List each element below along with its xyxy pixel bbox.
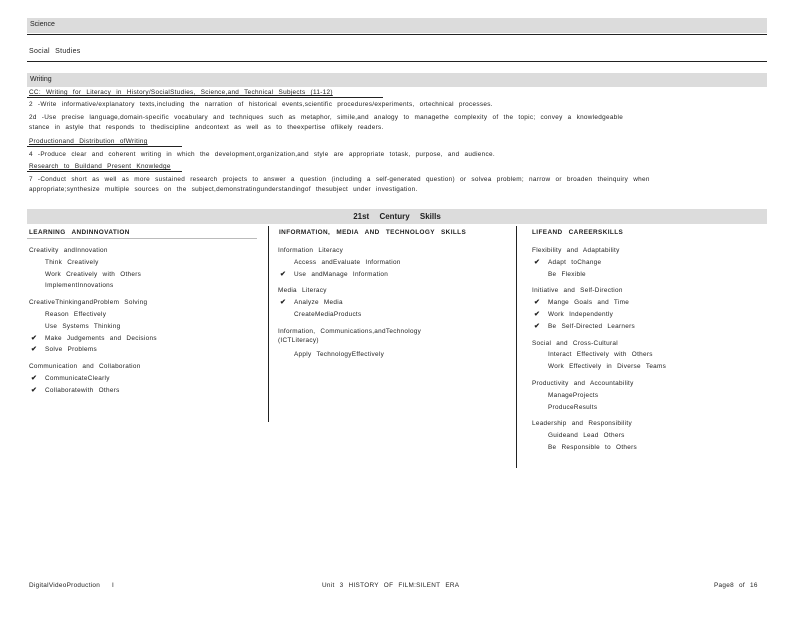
skill-item-label: Be Self-Directed Learners xyxy=(548,322,636,330)
skill-item xyxy=(31,271,141,279)
skill-item xyxy=(534,432,625,440)
skill-group-title: Leadership and Responsibility xyxy=(532,420,632,428)
standard-2d-line2: stance in astyle that responds to thediscipline andcontext as well as to theexpertise oflikely readers. xyxy=(29,124,384,131)
writing-bar xyxy=(27,73,767,87)
skill-item xyxy=(31,346,97,354)
footer-mark: I xyxy=(112,582,114,589)
skill-item xyxy=(31,282,114,290)
skill-item xyxy=(534,299,629,307)
science-label: Science xyxy=(30,21,55,28)
skill-item-label: Adapt toChange xyxy=(548,258,602,266)
standard-4: 4 -Produce clear and coherent writing in which the development,organization,and style are appropriate totask, purpose, and audience. xyxy=(29,151,495,158)
checkmark-icon: ✔ xyxy=(280,299,287,307)
skill-item-label: Work Independently xyxy=(548,311,614,318)
standard-2: 2 -Write informative/explanatory texts,including the narration of historical events,scientific procedures/experiments, ortechnical processes. xyxy=(29,101,493,108)
skill-group-title: CreativeThinkingandProblem Solving xyxy=(29,299,148,307)
skill-item xyxy=(280,311,362,319)
life-heading: LIFEAND CAREERSKILLS xyxy=(532,229,624,236)
skill-item-label: Interact Effectively with Others xyxy=(548,351,653,359)
skill-item xyxy=(534,363,666,371)
skill-group-title: Information Literacy xyxy=(278,247,344,254)
skill-group-title: Initiative and Self-Direction xyxy=(532,287,623,295)
skill-item-label: CreateMediaProducts xyxy=(294,311,362,318)
skill-item-label: ProduceResults xyxy=(548,403,598,411)
information-heading: INFORMATION, MEDIA AND TECHNOLOGY SKILLS xyxy=(279,229,467,236)
skill-item xyxy=(534,444,637,452)
skills-bar xyxy=(27,209,767,224)
skill-group-title: Productivity and Accountability xyxy=(532,380,634,387)
skill-item-label: Access andEvaluate Information xyxy=(294,258,401,266)
writing-label: Writing xyxy=(30,76,52,83)
production-distribution-heading: Productionand Distribution ofWriting xyxy=(29,138,148,145)
skill-item-label: Use andManage Information xyxy=(294,270,389,278)
footer-course: DigitalVideoProduction xyxy=(29,582,101,589)
skill-item-label: ManageProjects xyxy=(548,391,599,399)
checkmark-icon: ✔ xyxy=(534,322,541,330)
skill-group-title: Media Literacy xyxy=(278,287,327,295)
skill-item-label: Collaboratewith Others xyxy=(45,386,120,394)
skill-item xyxy=(534,259,601,267)
checkmark-icon: ✔ xyxy=(31,386,38,394)
skill-group-title: Communication and Collaboration xyxy=(29,363,141,371)
checkmark-icon: ✔ xyxy=(280,270,287,278)
standard-2d-line1: 2d -Use precise language,domain-specific vocabulary and techniques such as metaphor, simile,and analogy to managethe complexity of the topic; convey a knowledgeable xyxy=(29,114,624,121)
footer-page: Page8 of 16 xyxy=(714,582,758,589)
divider xyxy=(27,34,767,35)
skill-item xyxy=(31,387,120,395)
skill-item xyxy=(534,323,635,331)
skill-item-label: Be Flexible xyxy=(548,270,586,278)
checkmark-icon: ✔ xyxy=(534,299,541,307)
skill-item-label: ImplementInnovations xyxy=(45,282,114,290)
skill-item xyxy=(534,271,586,279)
skill-item-label: Make Judgements and Decisions xyxy=(45,334,157,342)
skill-group-title: Flexibility and Adaptability xyxy=(532,247,620,254)
science-bar xyxy=(27,18,767,33)
skill-item xyxy=(534,392,598,400)
skills-title: 21st Century Skills xyxy=(353,212,441,221)
divider xyxy=(27,171,182,172)
checkmark-icon: ✔ xyxy=(534,311,541,318)
skill-item-label: Work Creatively with Others xyxy=(45,270,142,278)
learning-heading: LEARNING ANDINNOVATION xyxy=(29,229,130,236)
divider xyxy=(27,97,383,98)
cc-standard-line: CC: Writing for Literacy in History/SocialStudies, Science,and Technical Subjects (11-12) xyxy=(29,89,333,96)
checkmark-icon: ✔ xyxy=(31,346,38,354)
checkmark-icon: ✔ xyxy=(534,258,541,266)
skill-item-label: Be Responsible to Others xyxy=(548,444,638,451)
skill-item-label: Use Systems Thinking xyxy=(45,322,121,330)
skill-item xyxy=(534,351,653,359)
skill-item-label: Work Effectively in Diverse Teams xyxy=(548,363,667,371)
skill-item xyxy=(31,259,99,267)
standard-7-line1: 7 -Conduct short as well as more sustained research projects to answer a question (including a self-generated question) or solvea problem; narrow or broaden theinquiry when xyxy=(29,176,650,183)
column-divider xyxy=(268,226,269,422)
skill-item xyxy=(31,323,120,331)
research-heading: Research to Buildand Present Knowledge xyxy=(29,163,171,170)
skill-item-label: Mange Goals and Time xyxy=(548,299,630,307)
checkmark-icon: ✔ xyxy=(31,334,38,342)
skill-item xyxy=(280,299,343,307)
divider xyxy=(27,238,257,239)
skill-group-title: Information, Communications,andTechnology xyxy=(278,327,422,335)
footer-unit: Unit 3 HISTORY OF FILM:SILENT ERA xyxy=(322,582,460,589)
divider xyxy=(27,61,767,62)
skill-item-label: Reason Effectively xyxy=(45,311,107,318)
skill-group-title: Social and Cross-Cultural xyxy=(532,339,618,347)
skill-item xyxy=(534,404,597,412)
skill-group-subtitle: (ICTLiteracy) xyxy=(278,336,319,344)
skill-item-label: Solve Problems xyxy=(45,346,97,354)
skill-item-label: Guideand Lead Others xyxy=(548,432,625,440)
standard-7-line2: appropriate;synthesize multiple sources on the subject,demonstratingunderstandingof thesubject under investigation. xyxy=(29,186,418,193)
skill-item xyxy=(31,335,157,343)
column-divider xyxy=(516,226,517,468)
skill-item xyxy=(534,311,613,319)
checkmark-icon: ✔ xyxy=(31,375,38,382)
skill-item xyxy=(31,375,110,383)
skill-item-label: CommunicateClearly xyxy=(45,375,110,382)
skill-item xyxy=(280,271,388,279)
skill-item xyxy=(280,259,401,267)
skill-item xyxy=(280,351,384,359)
skill-item-label: Analyze Media xyxy=(294,299,343,307)
social-studies-label: Social Studies xyxy=(29,48,81,55)
skill-item-label: Think Creatively xyxy=(45,258,99,266)
divider xyxy=(27,146,182,147)
skill-item xyxy=(31,311,106,319)
skill-item-label: Apply TechnologyEffectively xyxy=(294,351,385,359)
skill-group-title: Creativity andInnovation xyxy=(29,247,108,254)
